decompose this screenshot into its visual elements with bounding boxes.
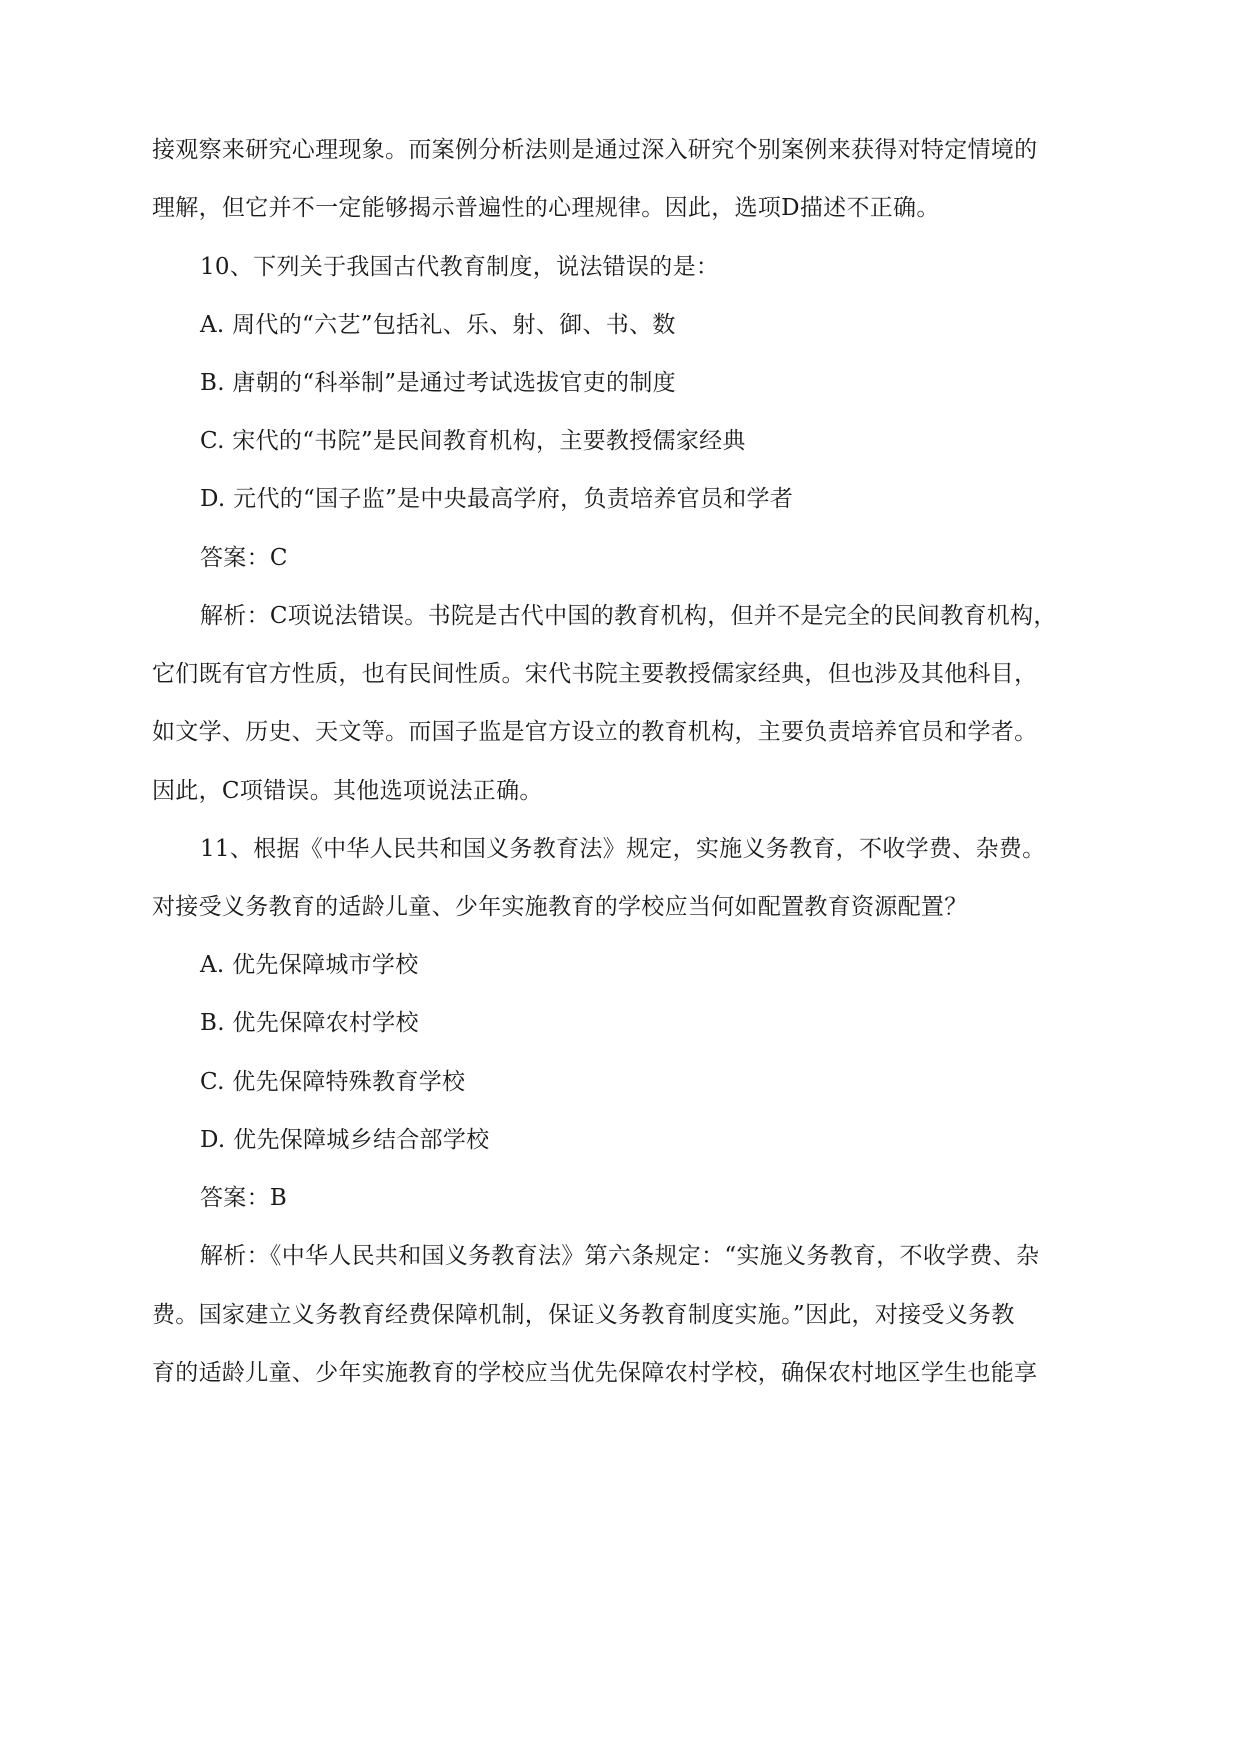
paragraph-line: 因此，C项错误。其他选项说法正确。 — [152, 778, 543, 804]
question-10-option-a: A. 周代的“六艺”包括礼、乐、射、御、书、数 — [200, 312, 676, 338]
question-11-option-c: C. 优先保障特殊教育学校 — [200, 1069, 466, 1095]
question-10-answer: 答案：C — [200, 545, 288, 571]
paragraph-line: 对接受义务教育的适龄儿童、少年实施教育的学校应当何如配置教育资源配置？ — [152, 894, 968, 920]
question-11-option-a: A. 优先保障城市学校 — [200, 952, 419, 978]
question-10-option-b: B. 唐朝的“科举制”是通过考试选拔官吏的制度 — [200, 370, 676, 396]
question-10-option-c: C. 宋代的“书院”是民间教育机构，主要教授儒家经典 — [200, 428, 746, 454]
paragraph-line: 费。国家建立义务教育经费保障机制，保证义务教育制度实施。”因此，对接受义务教 — [152, 1302, 1015, 1328]
question-11-option-d: D. 优先保障城乡结合部学校 — [200, 1127, 490, 1153]
question-10-analysis: 解析：C项说法错误。书院是古代中国的教育机构，但并不是完全的民间教育机构， — [200, 603, 1057, 629]
question-10-stem: 10、下列关于我国古代教育制度，说法错误的是： — [200, 254, 720, 280]
question-10-option-d: D. 元代的“国子监”是中央最高学府，负责培养官员和学者 — [200, 486, 794, 512]
paragraph-line: 如文学、历史、天文等。而国子监是官方设立的教育机构，主要负责培养官员和学者。 — [152, 719, 1038, 745]
paragraph-line: 育的适龄儿童、少年实施教育的学校应当优先保障农村学校，确保农村地区学生也能享 — [152, 1360, 1038, 1386]
question-11-answer: 答案：B — [200, 1185, 288, 1211]
paragraph-line: 它们既有官方性质，也有民间性质。宋代书院主要教授儒家经典，但也涉及其他科目， — [152, 661, 1038, 687]
question-11-option-b: B. 优先保障农村学校 — [200, 1010, 419, 1036]
question-11-analysis: 解析：《中华人民共和国义务教育法》第六条规定：“实施义务教育，不收学费、杂 — [200, 1243, 1040, 1269]
paragraph-line: 接观察来研究心理现象。而案例分析法则是通过深入研究个别案例来获得对特定情境的 — [152, 137, 1038, 163]
question-11-stem: 11、根据《中华人民共和国义务教育法》规定，实施义务教育，不收学费、杂费。 — [200, 836, 1046, 862]
paragraph-line: 理解，但它并不一定能够揭示普遍性的心理规律。因此，选项D描述不正确。 — [152, 195, 940, 221]
